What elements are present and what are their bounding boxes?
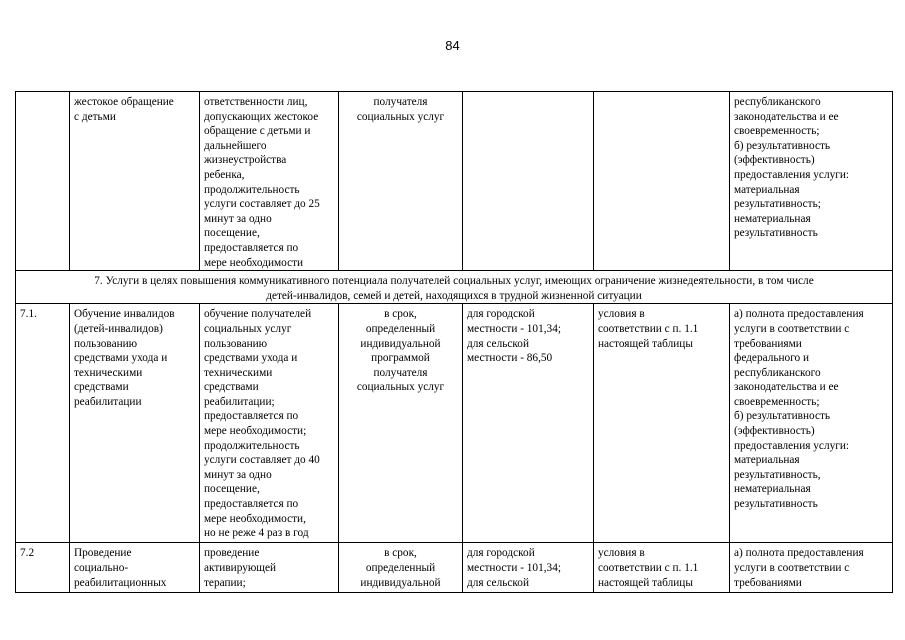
cell-service-description: проведение активирующей терапии; [200,543,339,593]
cell-tariff [463,92,594,271]
cell-tariff: для городской местности - 101,34; для сельской местности - 86,50 [463,304,594,543]
cell-service-name: Проведение социально- реабилитационных [70,543,200,593]
table-row-7-2 [16,543,893,593]
cell-quality-indicators: а) полнота предоставления услуги в соответствии с требованиями [730,543,893,593]
cell-conditions: условия в соответствии с п. 1.1 настоящей таблицы [594,304,730,543]
cell-service-description: обучение получателей социальных услуг пользованию средствами ухода и техническими средствами реабилитации; предоставляется по мере необходимости; продолжительность услуги составляет до 40 минут за одно посещение, предоставляется по мере необходимости, но не реже 4 раз в год [200,304,339,543]
cell-tariff: для городской местности - 101,34; для сельской [463,543,594,593]
section-heading-row [16,271,893,304]
page-number: 84 [445,38,460,53]
cell-conditions [594,92,730,271]
cell-quality-indicators: а) полнота предоставления услуги в соответствии с требованиями федерального и республиканского законодательства и ее своевременность; б) результативность (эффективность) предоставления услуги: материальная результативность, нематериальная результативность [730,304,893,543]
table-row-continuation [16,92,893,271]
cell-term: получателя социальных услуг [339,92,463,271]
cell-number: 7.2 [16,543,70,593]
cell-conditions: условия в соответствии с п. 1.1 настоящей таблицы [594,543,730,593]
cell-service-name: Обучение инвалидов (детей-инвалидов) пользованию средствами ухода и техническими средствами реабилитации [70,304,200,543]
cell-quality-indicators: республиканского законодательства и ее своевременность; б) результативность (эффективность) предоставления услуги: материальная результативность; нематериальная результативность [730,92,893,271]
cell-service-description: ответственности лиц, допускающих жестокое обращение с детьми и дальнейшего жизнеустройства ребенка, продолжительность услуги составляет до 25 минут за одно посещение, предоставляется по мере необходимости [200,92,339,271]
cell-term: в срок, определенный индивидуальной [339,543,463,593]
table-row-7-1 [16,304,893,543]
cell-service-name: жестокое обращение с детьми [70,92,200,271]
section-7-heading: 7. Услуги в целях повышения коммуникативного потенциала получателей социальных услуг, имеющих ограничение жизнедеятельности, в том числе детей-инвалидов, семей и детей, находящихся в трудной жизненной ситуации [16,271,893,304]
cell-number [16,92,70,271]
cell-number: 7.1. [16,304,70,543]
cell-term: в срок, определенный индивидуальной программой получателя социальных услуг [339,304,463,543]
services-table [15,91,893,593]
